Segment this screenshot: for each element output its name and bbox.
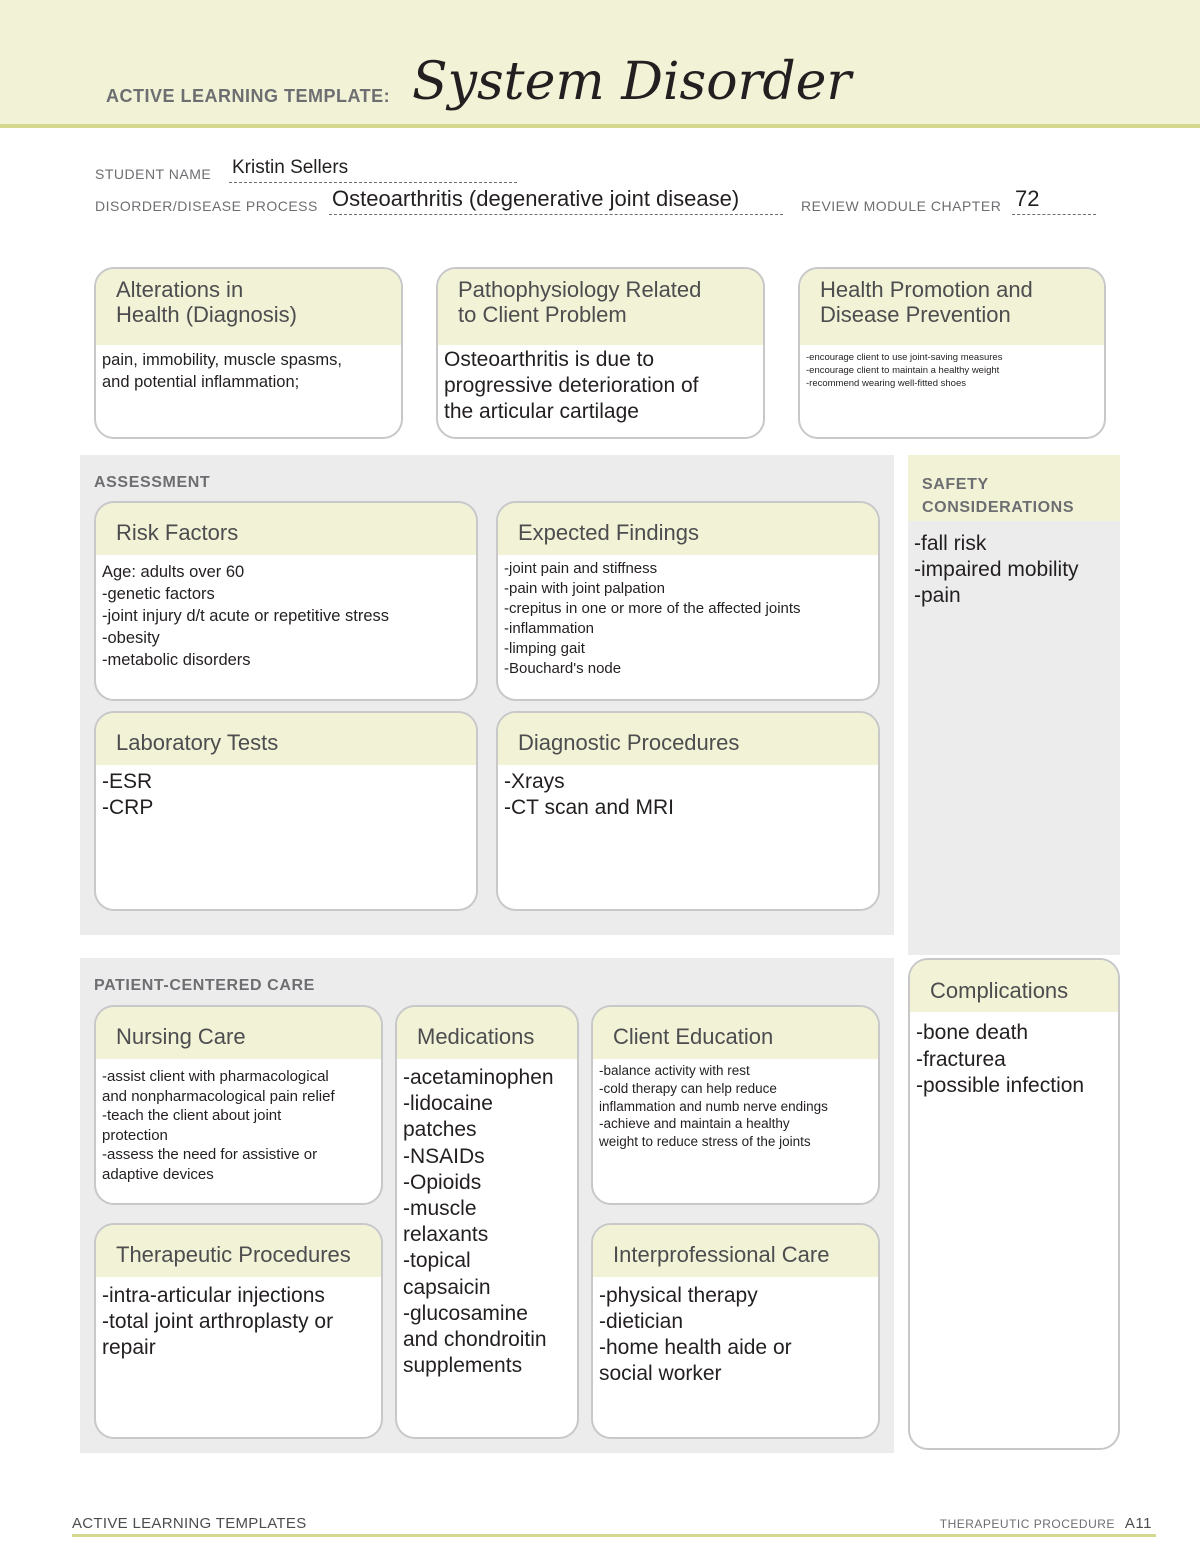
page-header [0,0,1200,128]
therapeutic-procedures-title: Therapeutic Procedures [96,1225,381,1277]
expected-findings-text[interactable]: -joint pain and stiffness -pain with joint palpation -crepitus in one or more of the affected joints -inflammation -limping gait -Bouchard's node [504,560,801,677]
client-education-title: Client Education [593,1007,878,1059]
therapeutic-procedures-text[interactable]: -intra-articular injections -total joint arthroplasty or repair [102,1284,334,1359]
risk-factors-title: Risk Factors [96,503,476,555]
safety-panel [908,455,1120,955]
expected-findings-title: Expected Findings [498,503,878,555]
diagnostic-procedures-box [496,711,880,911]
health-promotion-title: Health Promotion and Disease Prevention [800,269,1104,345]
footer-right [940,1515,1152,1532]
health-promotion-box [798,267,1106,439]
medications-title: Medications [397,1007,577,1059]
pathophysiology-title: Pathophysiology Related to Client Problem [438,269,763,345]
template-label: ACTIVE LEARNING TEMPLATE: [106,86,391,106]
complications-text[interactable]: -bone death -fracturea -possible infection [916,1021,1085,1097]
therapeutic-procedures-box [94,1223,383,1439]
medications-text[interactable]: -acetaminophen -lidocaine patches -NSAIDs -Opioids -muscle relaxants -topical capsaicin -glucosamine and chondroitin supplements [403,1066,554,1378]
interprofessional-care-text[interactable]: -physical therapy -dietician -home health aide or social worker [599,1284,792,1385]
nursing-care-box [94,1005,383,1205]
disorder-field[interactable]: Osteoarthritis (degenerative joint disease) [332,186,740,211]
footer-left: ACTIVE LEARNING TEMPLATES [72,1515,307,1532]
student-name-underline [229,182,517,183]
risk-factors-box [94,501,478,701]
student-name-label: STUDENT NAME [95,166,212,182]
complications-title: Complications [910,960,1118,1012]
nursing-care-title: Nursing Care [96,1007,381,1059]
diagnostic-procedures-text[interactable]: -Xrays -CT scan and MRI [504,770,674,819]
client-education-box [591,1005,880,1205]
laboratory-tests-box [94,711,478,911]
alterations-box [94,267,403,439]
chapter-label: REVIEW MODULE CHAPTER [801,198,1002,214]
risk-factors-text[interactable]: Age: adults over 60 -genetic factors -joint injury d/t acute or repetitive stress -obesity -metabolic disorders [102,563,390,669]
footer-rule [72,1534,1156,1537]
pathophysiology-box [436,267,765,439]
patient-care-label: PATIENT-CENTERED CARE [94,977,315,994]
footer-section: THERAPEUTIC PROCEDURE [939,1517,1115,1531]
nursing-care-text[interactable]: -assist client with pharmacological and nonpharmacological pain relief -teach the client about joint protection -assess the need for assistive or adaptive devices [102,1068,335,1183]
safety-label: SAFETY CONSIDERATIONS [922,476,1075,516]
footer-page-number: A11 [1124,1515,1152,1532]
assessment-label: ASSESSMENT [94,474,211,491]
medications-box [395,1005,579,1439]
student-name-field[interactable]: Kristin Sellers [232,157,349,178]
client-education-text[interactable]: -balance activity with rest -cold therapy can help reduce inflammation and numb nerve endings -achieve and maintain a healthy weight to reduce stress of the joints [599,1063,828,1150]
laboratory-tests-text[interactable]: -ESR -CRP [102,770,154,819]
health-promotion-text[interactable]: -encourage client to use joint-saving measures -encourage client to maintain a healthy weight -recommend wearing well-fitted shoes [806,352,1003,389]
complications-box [908,958,1120,1450]
alterations-title: Alterations in Health (Diagnosis) [96,269,401,345]
expected-findings-box [496,501,880,701]
interprofessional-care-title: Interprofessional Care [593,1225,878,1277]
chapter-field[interactable]: 72 [1015,186,1040,211]
chapter-underline [1012,214,1096,215]
diagnostic-procedures-title: Diagnostic Procedures [498,713,878,765]
page-title: System Disorder [412,52,852,112]
pathophysiology-text[interactable]: Osteoarthritis is due to progressive deterioration of the articular cartilage [444,348,699,423]
interprofessional-care-box [591,1223,880,1439]
disorder-label: DISORDER/DISEASE PROCESS [95,198,318,214]
safety-text[interactable]: -fall risk -impaired mobility -pain [914,532,1079,607]
laboratory-tests-title: Laboratory Tests [96,713,476,765]
alterations-text[interactable]: pain, immobility, muscle spasms, and potential inflammation; [102,351,342,391]
disorder-underline [329,214,783,215]
